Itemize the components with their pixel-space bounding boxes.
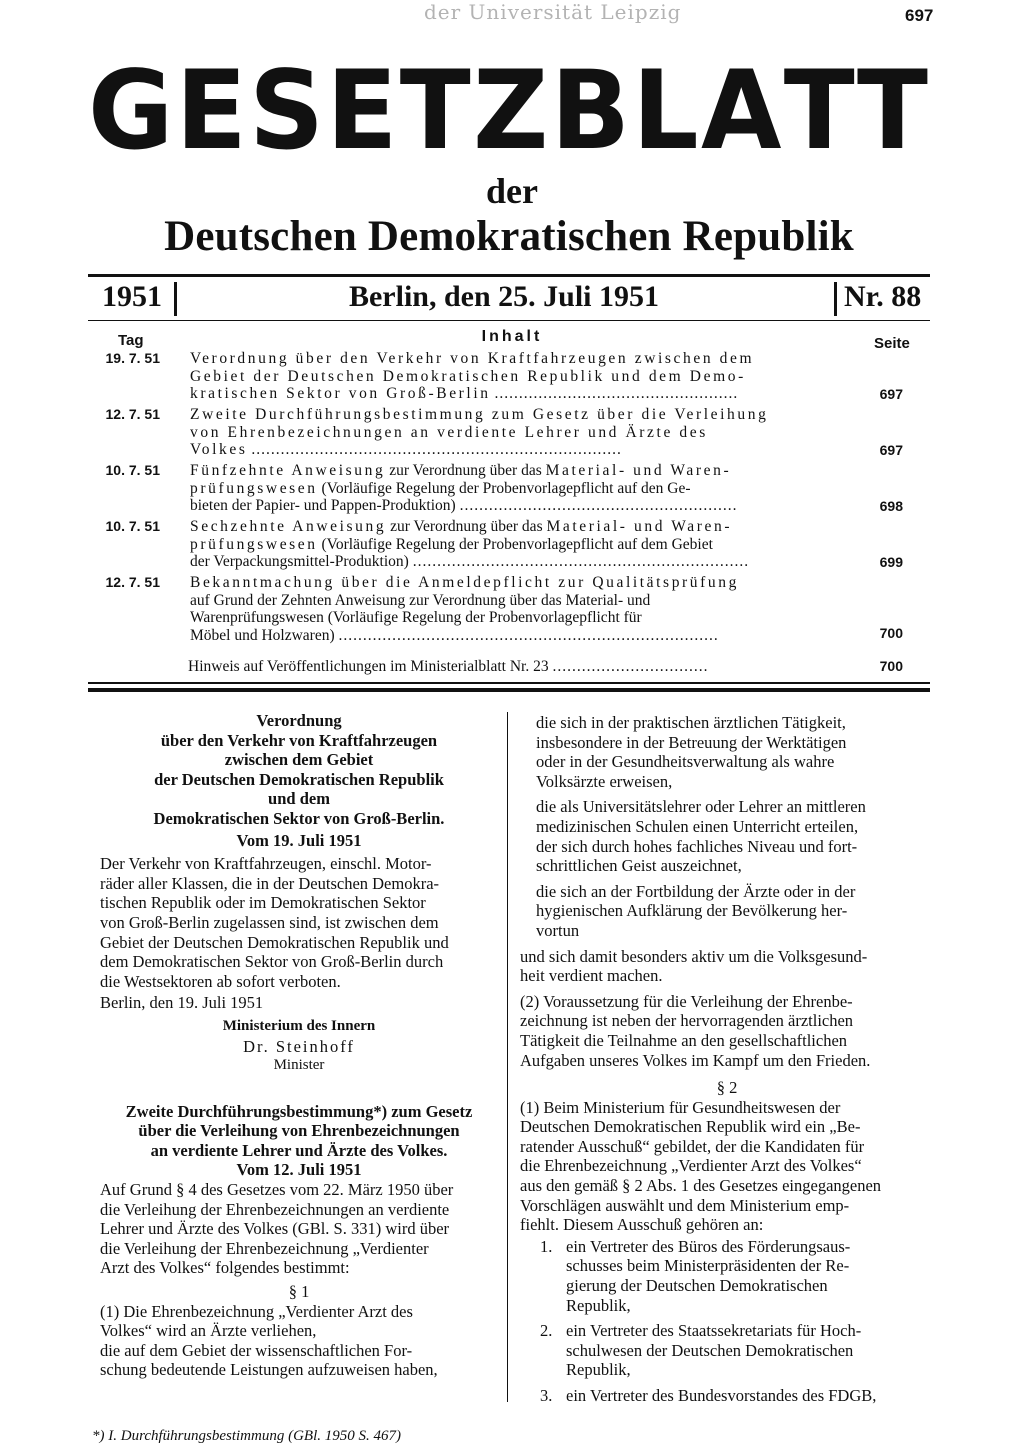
durchfuehrung-date: Vom 12. Juli 1951 — [236, 1160, 362, 1180]
toc-rule-2 — [88, 688, 930, 692]
toc-line — [190, 385, 830, 403]
title-line: Demokratischen Sektor von Groß-Berlin. — [153, 808, 445, 828]
criteria-a — [520, 713, 934, 791]
masthead-letter: T — [399, 45, 471, 175]
toc-line-part: Möbel und Holzwaren) — [190, 626, 335, 644]
toc-line: Gebiet der Deutschen Demokratischen Republik und dem Demo- — [190, 367, 746, 385]
toc-leader: ..................................................................... — [412, 553, 750, 570]
toc-line-part: zur Verordnung über das — [386, 518, 547, 535]
body-line: schrittlichen Geist auszeichnet, — [536, 856, 742, 876]
body-line: Republik, — [566, 1360, 631, 1380]
verordnung-signer: Dr. Steinhoff — [243, 1036, 355, 1056]
header-rule-top — [88, 274, 930, 277]
title-line: Zweite Durchführungsbestimmung*) zum Gesetz — [125, 1101, 473, 1121]
title-line: über die Verleihung von Ehrenbezeichnungen — [138, 1121, 460, 1141]
body-line: Volksärzte erweisen, — [536, 771, 673, 791]
member-text — [520, 1386, 934, 1406]
toc-page: 697 — [879, 386, 903, 402]
body-line: medizinischen Schulen einen Unterricht erteilen, — [536, 816, 859, 836]
body-line: tischen Republik oder im Demokratischen Sektor — [100, 893, 426, 913]
toc-line-part: (Vorläufige Regelung der Probenvorlagepflicht auf dem Gebiet — [317, 535, 713, 553]
paragraph-2-heading: § 2 — [716, 1078, 738, 1098]
paragraph-2-body — [520, 1098, 934, 1235]
criteria-c — [520, 882, 934, 941]
masthead-letter: Z — [472, 45, 549, 175]
issue-place-date: Berlin, den 25. Juli 1951 — [348, 280, 660, 313]
toc-line — [190, 536, 830, 554]
header-rule-bottom — [88, 320, 930, 321]
toc-date: 12. 7. 51 — [105, 406, 160, 422]
criteria-b — [520, 797, 934, 875]
toc-line-part: Volkes — [190, 441, 248, 458]
toc-line: Bekanntmachung über die Anmeldepflicht zur Qualitätsprüfung — [190, 574, 739, 591]
title-line: über den Verkehr von Kraftfahrzeugen — [160, 730, 438, 750]
toc-page: 697 — [879, 442, 903, 458]
toc-text — [190, 350, 830, 403]
toc-line: von Ehrenbezeichnungen an verdiente Lehrer und Ärzte des — [190, 423, 708, 441]
body-line: zeichnung ist neben der hervorragenden ärztlichen — [520, 1011, 854, 1031]
body-line: räder aller Klassen, die in der Deutschen Demokra- — [100, 873, 440, 893]
masthead-der: der — [486, 171, 538, 211]
toc-date: 10. 7. 51 — [105, 462, 160, 478]
left-column — [100, 711, 498, 1380]
footnote: *) I. Durchführungsbestimmung (GBl. 1950 S. 467) — [92, 1428, 402, 1444]
body-line: insbesondere in der Betreuung der Werktätigen — [536, 732, 847, 752]
member-number: 1. — [540, 1236, 553, 1256]
toc-page: 698 — [879, 498, 903, 514]
toc-leader: ................................ — [552, 658, 709, 675]
verordnung-date: Vom 19. Juli 1951 — [236, 830, 362, 850]
toc-leader: ......................................................... — [459, 497, 738, 514]
column-divider — [507, 712, 508, 1402]
paragraph-1-heading: § 1 — [288, 1282, 310, 1302]
body-line: Deutschen Demokratischen Republik wird ein „Be- — [520, 1117, 861, 1137]
durchfuehrung-title — [100, 1102, 498, 1161]
body-line: die Verleihung der Ehrenbezeichnung „Verdienter — [100, 1238, 429, 1258]
right-column — [520, 713, 934, 1406]
criteria-d — [520, 947, 934, 986]
toc-line-part: prüfungswesen — [190, 479, 318, 497]
masthead-letter: T — [783, 45, 855, 175]
issue-year: 1951 — [102, 280, 162, 313]
toc-line-part: Sechzehnte Anweisung — [190, 518, 387, 535]
body-line: hygienischen Aufklärung der Bevölkerung her- — [536, 901, 848, 921]
masthead-letter: T — [857, 45, 928, 175]
toc-page: 699 — [879, 554, 903, 570]
body-line: (2) Voraussetzung für die Verleihung der Ehrenbe- — [520, 991, 853, 1011]
toc-line: Warenprüfungswesen (Vorläufige Regelung der Probenvorlagepflicht für — [190, 609, 642, 626]
toc-heading: Inhalt — [481, 328, 543, 345]
toc-line: Zweite Durchführungsbestimmung zum Gesetz über die Verleihung — [190, 406, 769, 423]
issue-header — [88, 280, 930, 318]
toc-line-part: bieten der Papier- und Pappen-Produktion) — [190, 497, 456, 514]
title-line: der Deutschen Demokratischen Republik — [154, 769, 444, 789]
toc-leader: .............................................................................. — [338, 626, 719, 644]
body-line: die Verleihung der Ehrenbezeichnungen an verdiente — [100, 1199, 450, 1219]
toc-rule-1 — [88, 682, 930, 684]
toc-line — [190, 518, 830, 536]
paragraph-1-body — [100, 1302, 498, 1380]
page-number: 697 — [905, 6, 934, 25]
body-line: die auf dem Gebiet der wissenschaftlichen For- — [100, 1340, 413, 1360]
title-line: und dem — [268, 789, 330, 809]
body-line: gierung der Deutschen Demokratischen — [566, 1276, 828, 1296]
member-number: 2. — [540, 1321, 553, 1341]
issue-divider — [834, 282, 837, 316]
verordnung-body — [100, 854, 498, 991]
body-line: die sich in der praktischen ärztlichen Tätigkeit, — [536, 713, 846, 732]
member-item — [520, 1321, 934, 1380]
body-line: Aufgaben unseres Volkes im Kampf um den Frieden. — [520, 1050, 871, 1070]
verordnung-place: Berlin, den 19. Juli 1951 — [100, 993, 264, 1013]
toc-text — [190, 574, 830, 644]
masthead-letter: E — [175, 45, 247, 175]
body-line: Auf Grund § 4 des Gesetzes vom 22. März 1950 über — [100, 1180, 454, 1200]
toc-hinweis — [88, 658, 930, 678]
toc-text — [190, 518, 830, 571]
toc-page: 700 — [879, 625, 903, 641]
body-line: Arzt des Volkes“ folgendes bestimmt: — [100, 1258, 350, 1278]
toc-entry — [88, 574, 930, 649]
title-line: an verdiente Lehrer und Ärzte des Volkes. — [150, 1140, 448, 1160]
body-line: Republik, — [566, 1295, 631, 1315]
toc-line-part: zur Verordnung über das — [385, 462, 546, 479]
title-line: Verordnung — [256, 711, 342, 730]
toc-line: Verordnung über den Verkehr von Kraftfahrzeugen zwischen dem — [190, 350, 755, 367]
toc-line-part: prüfungswesen — [190, 535, 318, 553]
body-line: die Westsektoren ab sofort verboten. — [100, 971, 341, 991]
toc-line — [190, 480, 830, 498]
issue-number: Nr. 88 — [844, 280, 922, 313]
toc-leader: ............................................................................ — [251, 441, 622, 458]
body-line: Volkes“ wird an Ärzte verliehen, — [100, 1321, 317, 1341]
masthead-letter: E — [326, 45, 398, 175]
body-line: Vorschlägen auswählt und dem Ministerium emp- — [520, 1195, 850, 1215]
toc-line-part: (Vorläufige Regelung der Probenvorlagepflicht auf den Ge- — [317, 479, 691, 497]
toc-leader: .................................................. — [494, 385, 739, 402]
body-line: schusses beim Ministerpräsidenten der Re- — [566, 1256, 850, 1276]
toc-line — [190, 441, 830, 459]
toc-line-part: Material- und Waren- — [545, 462, 732, 479]
toc-entry — [88, 462, 930, 522]
toc-date: 19. 7. 51 — [105, 350, 160, 366]
toc-line-part: der Verpackungsmittel-Produktion) — [190, 553, 409, 570]
toc-text — [190, 462, 830, 515]
toc-line — [190, 627, 830, 645]
durchfuehrung-body — [100, 1180, 498, 1278]
masthead-title — [88, 47, 928, 173]
library-stamp: der Universität Leipzig — [424, 0, 682, 24]
verordnung-role: Minister — [273, 1057, 325, 1074]
body-line: schulwesen der Deutschen Demokratischen — [566, 1340, 854, 1360]
member-number: 3. — [540, 1386, 553, 1405]
body-line: dem Demokratischen Sektor von Groß-Berlin durch — [100, 952, 444, 972]
body-line: aus den gemäß § 2 Abs. 1 des Gesetzes eingegangenen — [520, 1176, 882, 1196]
body-line: ein Vertreter des Büros des Förderungsaus- — [566, 1236, 851, 1256]
toc-line-part: Material- und Waren- — [546, 518, 733, 535]
masthead-letter: B — [550, 45, 630, 175]
toc-line-part: kratischen Sektor von Groß-Berlin — [190, 385, 491, 402]
member-text — [520, 1237, 934, 1315]
body-line: Tätigkeit die Teilnahme an den gesellschaftlichen — [520, 1030, 848, 1050]
toc-entry — [88, 406, 930, 466]
member-text — [520, 1321, 934, 1380]
masthead-letter: S — [249, 45, 324, 175]
toc-text — [190, 406, 830, 459]
verordnung-title — [100, 711, 498, 829]
member-item — [520, 1237, 934, 1315]
member-item — [520, 1386, 934, 1406]
toc-line: auf Grund der Zehnten Anweisung zur Verordnung über das Material- und — [190, 591, 651, 609]
body-line: schung bedeutende Leistungen aufzuweisen haben, — [100, 1360, 438, 1380]
body-line: die sich an der Fortbildung der Ärzte oder in der — [536, 881, 856, 901]
toc-tag-label: Tag — [118, 332, 144, 349]
body-line: die als Universitätslehrer oder Lehrer an mittleren — [536, 797, 866, 817]
toc-line-part: Fünfzehnte Anweisung — [190, 462, 386, 479]
body-line: der sich durch hohes fachliches Niveau und fort- — [536, 836, 858, 856]
masthead-letter: G — [88, 45, 174, 175]
toc-line — [190, 497, 830, 515]
body-line: Lehrer und Ärzte des Volkes (GBl. S. 331) wird über — [100, 1219, 450, 1239]
toc-page: 700 — [879, 658, 903, 674]
body-line: fiehlt. Diesem Ausschuß gehören an: — [520, 1215, 764, 1235]
body-line: von Groß-Berlin zugelassen sind, ist zwischen dem — [100, 912, 439, 932]
body-line: heit verdient machen. — [520, 966, 663, 986]
toc-line — [190, 462, 830, 480]
body-line: und sich damit besonders aktiv um die Volksgesund- — [520, 946, 868, 966]
body-line: die Ehrenbezeichnung „Verdienter Arzt des Volkes“ — [520, 1156, 862, 1176]
toc-date: 10. 7. 51 — [105, 518, 160, 534]
toc-entry — [88, 518, 930, 578]
masthead-letter: L — [632, 45, 699, 175]
toc-line — [190, 553, 830, 571]
body-line: Der Verkehr von Kraftfahrzeugen, einschl. Motor- — [100, 854, 432, 874]
body-line: ein Vertreter des Bundesvorstandes des FDGB, — [566, 1386, 877, 1405]
toc-text — [188, 658, 828, 676]
body-line: Gebiet der Deutschen Demokratischen Republik und — [100, 932, 449, 952]
paragraph-1-2 — [520, 992, 934, 1070]
toc-hinweis-text: Hinweis auf Veröffentlichungen im Ministerialblatt Nr. 23 — [188, 658, 549, 675]
body-line: ratender Ausschuß“ gebildet, der die Kandidaten für — [520, 1136, 865, 1156]
toc-date: 12. 7. 51 — [105, 574, 160, 590]
body-line: ein Vertreter des Staatssekretariats für Hoch- — [566, 1321, 862, 1341]
title-line: zwischen dem Gebiet — [224, 750, 374, 770]
masthead-letter: A — [700, 45, 782, 175]
body-line: vortun — [536, 920, 580, 940]
body-line: oder in der Gesundheitsverwaltung als wahre — [536, 752, 835, 772]
verordnung-ministry: Ministerium des Innern — [222, 1017, 376, 1034]
toc-seite-label: Seite — [874, 335, 910, 352]
masthead-subtitle: Deutschen Demokratischen Republik — [164, 213, 854, 260]
body-line: (1) Beim Ministerium für Gesundheitswesen der — [520, 1097, 841, 1117]
body-line: (1) Die Ehrenbezeichnung „Verdienter Arzt des — [100, 1301, 413, 1321]
toc-entry — [88, 350, 930, 410]
